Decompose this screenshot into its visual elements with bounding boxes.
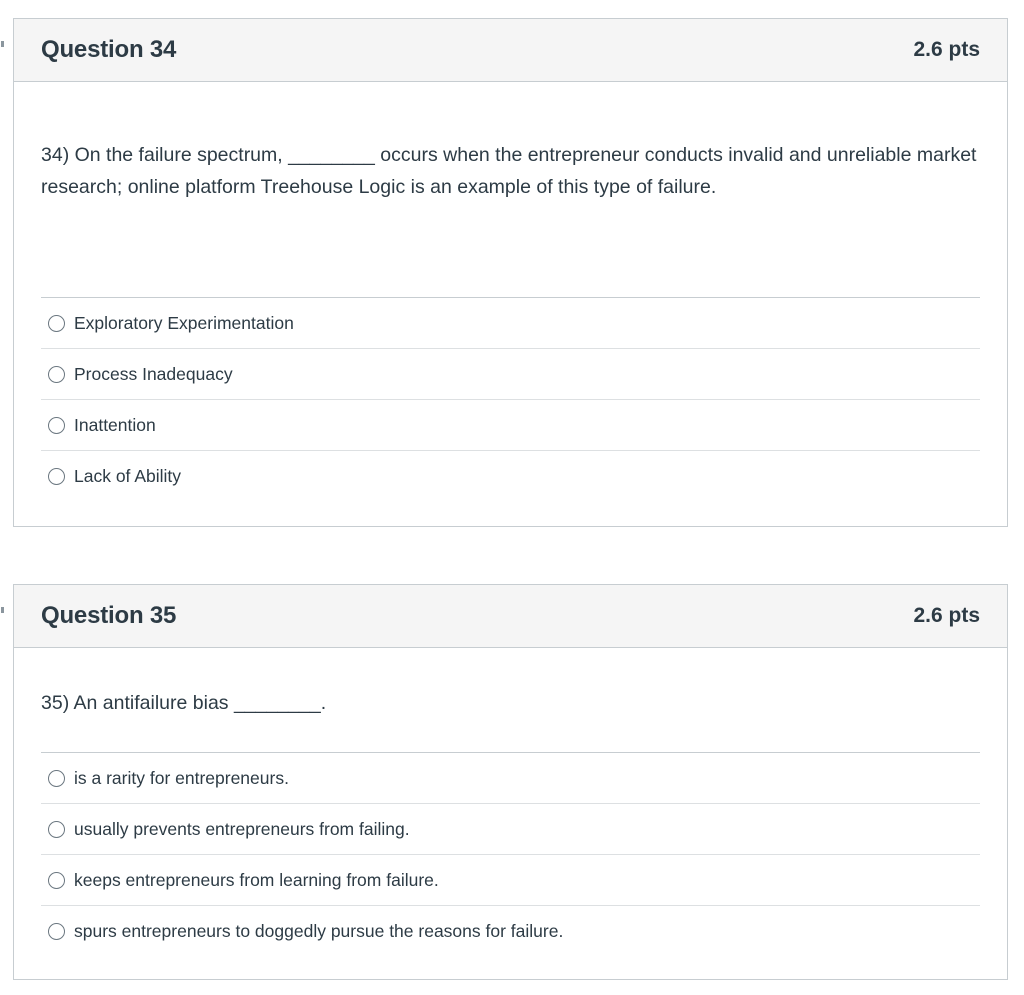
answer-option[interactable] — [41, 451, 980, 502]
question-header — [14, 585, 1007, 648]
radio-button[interactable] — [48, 923, 65, 940]
answer-label: Lack of Ability — [74, 466, 181, 486]
answer-option[interactable] — [41, 400, 980, 451]
answer-option[interactable] — [41, 298, 980, 349]
question-text: 34) On the failure spectrum, ________ occurs when the entrepreneur conducts invalid and unreliable market research; online platform Treehouse Logic is an example of this type of failure. — [41, 144, 977, 198]
question-35-card — [13, 584, 1008, 980]
answer-list — [41, 297, 980, 502]
radio-button[interactable] — [48, 821, 65, 838]
answer-label: Inattention — [74, 414, 156, 435]
answer-label: Process Inadequacy — [74, 363, 233, 384]
radio-button[interactable] — [48, 366, 65, 383]
question-points: 2.6 pts — [913, 604, 980, 627]
answer-label: is a rarity for entrepreneurs. — [74, 767, 289, 788]
answer-label: spurs entrepreneurs to doggedly pursue the reasons for failure. — [74, 921, 564, 941]
question-title: Question 34 — [41, 36, 177, 63]
answer-option[interactable] — [41, 906, 980, 957]
answer-option[interactable] — [41, 753, 980, 804]
question-points: 2.6 pts — [913, 38, 980, 61]
answer-option[interactable] — [41, 349, 980, 400]
answer-list — [41, 752, 980, 957]
question-text: 35) An antifailure bias ________. — [41, 692, 327, 714]
question-marker — [1, 607, 4, 613]
answer-label: Exploratory Experimentation — [74, 312, 294, 333]
radio-button[interactable] — [48, 417, 65, 434]
question-body — [14, 648, 1007, 957]
radio-button[interactable] — [48, 468, 65, 485]
answer-option[interactable] — [41, 855, 980, 906]
radio-button[interactable] — [48, 770, 65, 787]
answer-label: usually prevents entrepreneurs from failing. — [74, 818, 410, 839]
answer-label: keeps entrepreneurs from learning from failure. — [74, 869, 439, 890]
question-header — [14, 19, 1007, 82]
answer-option[interactable] — [41, 804, 980, 855]
question-body — [14, 82, 1007, 502]
radio-button[interactable] — [48, 872, 65, 889]
question-marker — [1, 41, 4, 47]
question-title: Question 35 — [41, 602, 177, 629]
radio-button[interactable] — [48, 315, 65, 332]
question-34-card — [13, 18, 1008, 527]
